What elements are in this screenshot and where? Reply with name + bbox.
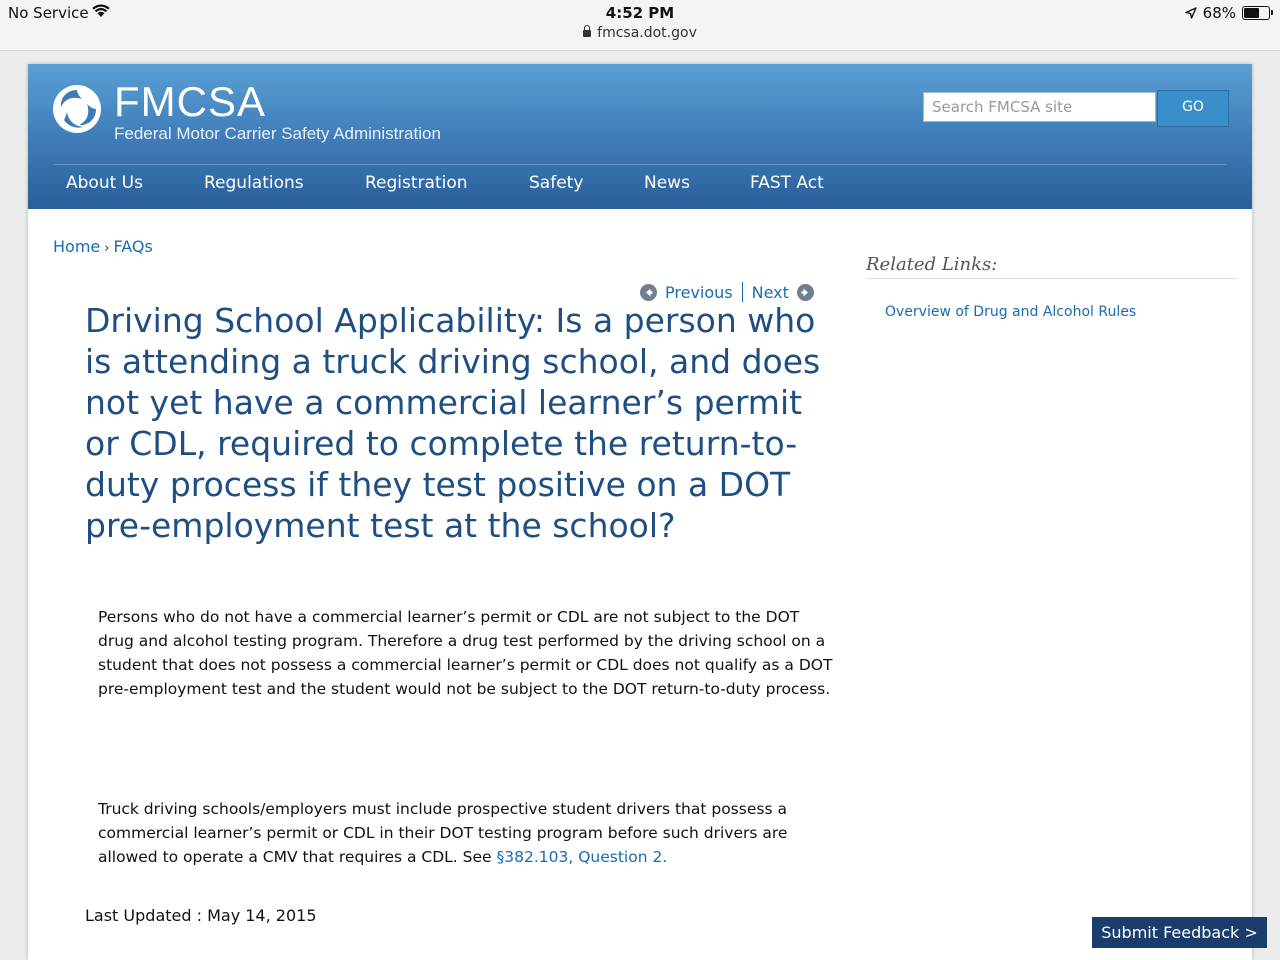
battery-icon: [1242, 6, 1270, 20]
logo-title[interactable]: FMCSA: [114, 78, 266, 125]
clock: 4:52 PM: [605, 4, 675, 22]
breadcrumb-home[interactable]: Home: [53, 237, 101, 256]
lock-icon: [583, 30, 591, 37]
url-bar[interactable]: [0, 25, 1280, 41]
submit-feedback-button[interactable]: Submit Feedback >: [1092, 917, 1267, 948]
battery-percent: 68%: [1202, 4, 1236, 22]
location-arrow-icon: [1185, 7, 1197, 19]
nav-regulations[interactable]: Regulations: [204, 173, 304, 193]
pager: [640, 282, 814, 302]
faq-question-title: Driving School Applicability: Is a person who is attending a truck driving school, and does not yet have a commercial learner’s permit or CDL, required to complete the return-to-duty process if they test positive on a DOT pre-employment test at the school?: [85, 301, 821, 545]
nav-divider: [54, 164, 1227, 165]
related-links-divider: [866, 278, 1238, 279]
last-updated: Last Updated : May 14, 2015: [85, 906, 317, 925]
fmcsa-logo-icon[interactable]: [52, 84, 102, 134]
nav-about-us[interactable]: About Us: [66, 173, 143, 193]
next-arrow-icon[interactable]: [797, 284, 814, 301]
carrier-label: No Service: [8, 4, 89, 22]
breadcrumb-separator: ›: [104, 241, 110, 256]
logo-subtitle: Federal Motor Carrier Safety Administration: [114, 124, 441, 143]
related-link-drug-alcohol-rules[interactable]: Overview of Drug and Alcohol Rules: [885, 304, 1137, 320]
breadcrumb: [53, 237, 153, 256]
answer-paragraph-2-text: Truck driving schools/employers must include prospective student drivers that possess a commercial learner’s permit or CDL in their DOT testing program before such drivers are allowed to operate a CMV that requires a CDL. See: [98, 800, 788, 866]
previous-link[interactable]: Previous: [665, 282, 733, 302]
nav-registration[interactable]: Registration: [365, 173, 468, 193]
nav-fast-act[interactable]: FAST Act: [750, 173, 824, 193]
nav-news[interactable]: News: [644, 173, 690, 193]
related-links-heading: Related Links:: [866, 254, 998, 275]
previous-arrow-icon[interactable]: [640, 284, 657, 301]
breadcrumb-faqs[interactable]: FAQs: [113, 237, 153, 256]
search-input[interactable]: [923, 92, 1156, 122]
battery-fill: [1244, 8, 1259, 18]
page: [28, 64, 1252, 960]
regulation-link[interactable]: §382.103, Question 2.: [496, 848, 668, 866]
next-link[interactable]: Next: [751, 282, 789, 302]
main-nav: [28, 166, 1252, 206]
url-text: fmcsa.dot.gov: [597, 25, 697, 41]
answer-paragraph-2: [98, 797, 833, 869]
pager-divider: [742, 282, 743, 302]
nav-safety[interactable]: Safety: [529, 173, 584, 193]
search-go-button[interactable]: GO: [1157, 90, 1229, 127]
ios-status-bar: [0, 0, 1280, 51]
site-header: [28, 64, 1252, 209]
status-right: [1185, 4, 1270, 22]
answer-paragraph-1: Persons who do not have a commercial learner’s permit or CDL are not subject to the DOT drug and alcohol testing program. Therefore a drug test performed by the driving school on a student that does not possess a commercial learner’s permit or CDL does not qualify as a DOT pre-employment test and the student would not be subject to the DOT return-to-duty process.: [98, 608, 833, 698]
